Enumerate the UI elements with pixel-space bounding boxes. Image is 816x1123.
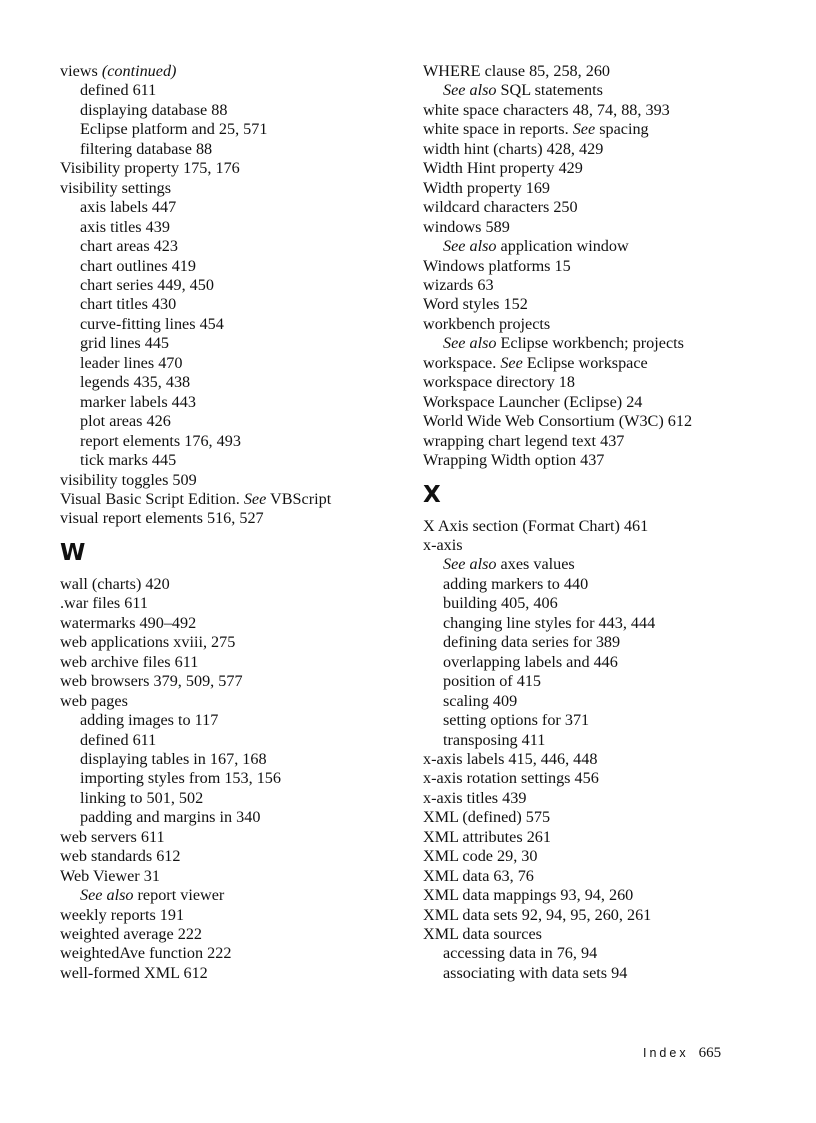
cross-reference-italic: See — [243, 489, 267, 508]
entry-text: chart areas 423 — [80, 237, 178, 256]
index-entry — [423, 179, 793, 198]
entry-text: web archive files 611 — [60, 652, 199, 671]
index-subentry — [60, 237, 400, 256]
entry-text: displaying database 88 — [80, 100, 228, 119]
index-subentry — [60, 769, 400, 788]
index-subentry — [423, 334, 793, 353]
entry-text: x-axis labels 415, 446, 448 — [423, 749, 598, 768]
entry-text: XML data mappings 93, 94, 260 — [423, 886, 634, 905]
index-subentry — [60, 120, 400, 139]
index-entry — [423, 412, 793, 431]
entry-text: white space characters 48, 74, 88, 393 — [423, 100, 670, 119]
entry-text: World Wide Web Consortium (W3C) 612 — [423, 412, 693, 431]
entry-text: chart outlines 419 — [80, 256, 196, 275]
entry-text: chart series 449, 450 — [80, 275, 214, 294]
running-footer-label: Index — [643, 1046, 689, 1060]
cross-reference-target: report viewer — [133, 886, 225, 905]
entry-text: windows 589 — [423, 217, 510, 236]
index-entry — [423, 906, 793, 925]
entry-text: defined 611 — [80, 730, 157, 749]
entry-text: wrapping chart legend text 437 — [423, 431, 625, 450]
index-entry — [423, 140, 793, 159]
cross-reference-italic: See — [500, 353, 523, 372]
cross-reference-italic: See also — [443, 334, 497, 353]
index-subentry — [60, 789, 400, 808]
index-entry — [60, 471, 400, 490]
entry-text: Eclipse platform and 25, 571 — [80, 120, 268, 139]
entry-text: web servers 611 — [60, 827, 165, 846]
index-entry — [60, 490, 400, 509]
index-subentry — [60, 295, 400, 314]
index-entry — [423, 789, 793, 808]
entry-text: defining data series for 389 — [443, 633, 621, 652]
entry-text: scaling 409 — [443, 691, 518, 710]
entry-text: filtering database 88 — [80, 139, 213, 158]
entry-text: plot areas 426 — [80, 412, 171, 431]
index-entry — [60, 159, 400, 178]
index-entry — [423, 536, 793, 555]
entry-text: changing line styles for 443, 444 — [443, 613, 656, 632]
entry-text: Windows platforms 15 — [423, 256, 571, 275]
index-entry — [60, 964, 400, 983]
index-entry — [423, 120, 793, 139]
index-entry — [423, 769, 793, 788]
cross-reference-italic: See also — [80, 886, 134, 905]
entry-text: watermarks 490–492 — [60, 613, 197, 632]
entry-text: web pages — [60, 691, 128, 710]
index-subentry — [60, 354, 400, 373]
entry-text: XML attributes 261 — [423, 827, 551, 846]
page-footer — [643, 1045, 721, 1062]
index-entry — [423, 101, 793, 120]
index-subentry — [60, 218, 400, 237]
index-subentry — [423, 614, 793, 633]
index-subentry — [60, 373, 400, 392]
index-subentry — [423, 594, 793, 613]
cross-reference-target: VBScript — [266, 489, 332, 508]
index-subentry — [60, 315, 400, 334]
entry-text: axis labels 447 — [80, 198, 177, 217]
entry-text: marker labels 443 — [80, 392, 196, 411]
cross-reference-target: SQL statements — [496, 81, 603, 100]
index-entry — [60, 828, 400, 847]
index-subentry — [423, 575, 793, 594]
index-entry — [423, 925, 793, 944]
section-letter-heading: W — [60, 539, 86, 566]
entry-text: associating with data sets 94 — [443, 963, 628, 982]
index-subentry — [423, 672, 793, 691]
entry-text: XML code 29, 30 — [423, 847, 538, 866]
index-entry — [60, 925, 400, 944]
entry-text: Width property 169 — [423, 178, 551, 197]
index-entry — [423, 517, 793, 536]
cross-reference-italic: See also — [443, 81, 497, 100]
entry-text: legends 435, 438 — [80, 373, 191, 392]
index-entry — [423, 315, 793, 334]
cross-reference-target: spacing — [595, 120, 649, 139]
index-subentry — [60, 432, 400, 451]
entry-text: weighted average 222 — [60, 925, 203, 944]
cross-reference-italic: See also — [443, 555, 497, 574]
entry-text: width hint (charts) 428, 429 — [423, 139, 604, 158]
index-subentry — [60, 750, 400, 769]
index-subentry — [60, 731, 400, 750]
index-entry — [423, 276, 793, 295]
entry-text: adding markers to 440 — [443, 574, 589, 593]
entry-text: wizards 63 — [423, 275, 494, 294]
entry-text: leader lines 470 — [80, 353, 183, 372]
entry-text: web browsers 379, 509, 577 — [60, 672, 243, 691]
index-subentry — [423, 692, 793, 711]
entry-text: workbench projects — [423, 314, 551, 333]
entry-text: weekly reports 191 — [60, 905, 185, 924]
entry-text: XML data sources — [423, 925, 542, 944]
index-entry — [423, 373, 793, 392]
index-entry — [60, 653, 400, 672]
index-entry — [60, 847, 400, 866]
entry-text: weightedAve function 222 — [60, 944, 232, 963]
index-entry — [60, 594, 400, 613]
index-entry — [423, 432, 793, 451]
index-subentry — [60, 257, 400, 276]
index-entry — [423, 867, 793, 886]
entry-text: displaying tables in 167, 168 — [80, 749, 267, 768]
index-subentry — [60, 711, 400, 730]
index-subentry — [423, 555, 793, 574]
entry-text: white space in reports. — [423, 120, 573, 139]
index-subentry — [60, 393, 400, 412]
index-subentry — [60, 412, 400, 431]
entry-text: position of 415 — [443, 672, 542, 691]
index-entry — [60, 906, 400, 925]
entry-text: well-formed XML 612 — [60, 963, 208, 982]
index-subentry — [60, 334, 400, 353]
index-subentry — [60, 101, 400, 120]
entry-text: x-axis — [423, 535, 463, 554]
index-entry — [60, 614, 400, 633]
index-subentry — [423, 964, 793, 983]
entry-text: visual report elements 516, 527 — [60, 509, 264, 528]
cross-reference-target: Eclipse workspace — [522, 353, 648, 372]
section-letter-heading: X — [423, 481, 441, 508]
index-entry — [423, 295, 793, 314]
entry-text: axis titles 439 — [80, 217, 170, 236]
cross-reference-italic: (continued) — [101, 62, 177, 80]
entry-text: XML data 63, 76 — [423, 866, 534, 885]
entry-text: wildcard characters 250 — [423, 198, 578, 217]
entry-text: Visibility property 175, 176 — [60, 159, 240, 178]
entry-text: views — [60, 62, 102, 80]
cross-reference-target: axes values — [496, 555, 575, 574]
entry-text: visibility toggles 509 — [60, 470, 197, 489]
index-entry — [423, 198, 793, 217]
index-subentry — [423, 731, 793, 750]
index-subentry — [423, 944, 793, 963]
entry-text: Workspace Launcher (Eclipse) 24 — [423, 392, 643, 411]
entry-text: Width Hint property 429 — [423, 159, 583, 178]
index-entry — [60, 509, 400, 528]
index-subentry — [60, 140, 400, 159]
index-entry — [423, 393, 793, 412]
cross-reference-italic: See also — [443, 237, 497, 256]
index-entry — [60, 179, 400, 198]
entry-text: workspace. — [423, 353, 501, 372]
entry-text: web applications xviii, 275 — [60, 633, 236, 652]
entry-text: padding and margins in 340 — [80, 808, 261, 827]
entry-text: XML data sets 92, 94, 95, 260, 261 — [423, 905, 652, 924]
entry-text: accessing data in 76, 94 — [443, 944, 598, 963]
entry-text: overlapping labels and 446 — [443, 652, 618, 671]
index-entry — [423, 62, 793, 81]
index-subentry — [60, 198, 400, 217]
entry-text: setting options for 371 — [443, 711, 590, 730]
index-entry — [423, 750, 793, 769]
cross-reference-italic: See — [572, 120, 596, 139]
index-entry — [423, 828, 793, 847]
index-subentry — [423, 81, 793, 100]
entry-text: x-axis rotation settings 456 — [423, 769, 599, 788]
index-subentry — [60, 886, 400, 905]
index-subentry — [60, 451, 400, 470]
index-entry — [423, 354, 793, 373]
index-column-left — [60, 62, 400, 983]
entry-text: visibility settings — [60, 178, 172, 197]
entry-text: Web Viewer 31 — [60, 866, 160, 885]
entry-text: adding images to 117 — [80, 711, 219, 730]
index-entry — [423, 451, 793, 470]
index-subentry — [423, 711, 793, 730]
entry-text: grid lines 445 — [80, 334, 170, 353]
entry-text: Wrapping Width option 437 — [423, 451, 605, 470]
index-entry — [60, 867, 400, 886]
entry-text: defined 611 — [80, 81, 157, 100]
entry-text: tick marks 445 — [80, 451, 177, 470]
index-subentry — [423, 633, 793, 652]
index-subentry — [60, 81, 400, 100]
index-entry — [423, 847, 793, 866]
entry-text: linking to 501, 502 — [80, 788, 204, 807]
entry-text: WHERE clause 85, 258, 260 — [423, 62, 611, 80]
entry-text: Word styles 152 — [423, 295, 528, 314]
entry-text: wall (charts) 420 — [60, 574, 170, 593]
index-subentry — [423, 237, 793, 256]
entry-text: XML (defined) 575 — [423, 808, 551, 827]
entry-text: web standards 612 — [60, 847, 181, 866]
entry-text: Visual Basic Script Edition. — [60, 489, 244, 508]
index-entry — [60, 944, 400, 963]
entry-text: chart titles 430 — [80, 295, 177, 314]
index-column-right — [423, 62, 793, 983]
entry-text: building 405, 406 — [443, 594, 558, 613]
index-entry — [60, 692, 400, 711]
page-number: 665 — [698, 1045, 722, 1061]
entry-text: X Axis section (Format Chart) 461 — [423, 516, 649, 535]
entry-text: .war files 611 — [60, 594, 148, 613]
cross-reference-target: application window — [496, 237, 629, 256]
index-entry — [423, 808, 793, 827]
index-entry — [423, 159, 793, 178]
index-entry — [423, 218, 793, 237]
index-entry — [60, 633, 400, 652]
index-subentry — [60, 808, 400, 827]
index-subentry — [423, 653, 793, 672]
index-subentry — [60, 276, 400, 295]
entry-text: transposing 411 — [443, 730, 546, 749]
entry-text: report elements 176, 493 — [80, 431, 241, 450]
index-entry — [60, 672, 400, 691]
index-entry — [423, 257, 793, 276]
entry-text: workspace directory 18 — [423, 373, 575, 392]
entry-text: importing styles from 153, 156 — [80, 769, 281, 788]
index-entry — [60, 62, 400, 81]
index-entry — [60, 575, 400, 594]
cross-reference-target: Eclipse workbench; projects — [496, 334, 684, 353]
index-entry — [423, 886, 793, 905]
entry-text: x-axis titles 439 — [423, 788, 527, 807]
entry-text: curve-fitting lines 454 — [80, 314, 224, 333]
